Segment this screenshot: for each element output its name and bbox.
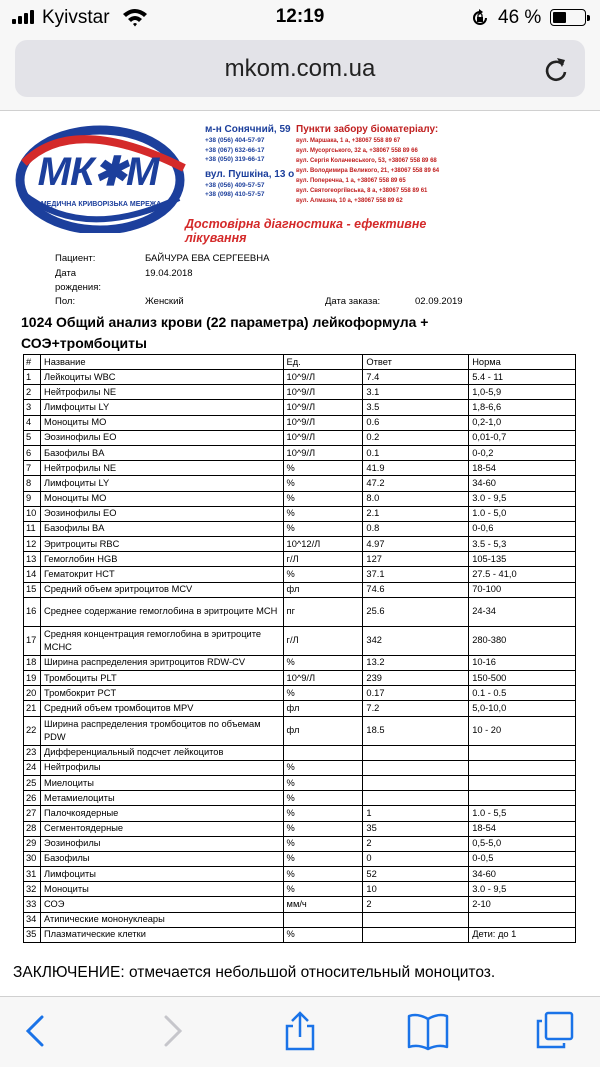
row-number: 18	[24, 655, 41, 670]
dob-label: Дата	[55, 268, 77, 279]
test-name: Средний объем тромбоцитов MPV	[40, 701, 283, 716]
result-value	[363, 912, 469, 927]
analysis-title: 1024 Общий анализ крови (22 параметра) лейкоформула + СОЭ+тромбоциты	[21, 314, 429, 351]
collection-points	[296, 123, 466, 206]
row-number: 16	[24, 597, 41, 626]
test-name: Средний объем эритроцитов MCV	[40, 582, 283, 597]
table-row	[24, 821, 576, 836]
unit: %	[283, 521, 363, 536]
row-number: 21	[24, 701, 41, 716]
results-table	[23, 354, 576, 943]
unit: %	[283, 791, 363, 806]
table-row	[24, 445, 576, 460]
unit: %	[283, 775, 363, 790]
row-number: 33	[24, 897, 41, 912]
table-row	[24, 476, 576, 491]
result-value: 342	[363, 626, 469, 655]
result-value: 74.6	[363, 582, 469, 597]
unit: пг	[283, 597, 363, 626]
test-name: Ширина распределения тромбоцитов по объемам PDW	[40, 716, 283, 745]
row-number: 12	[24, 537, 41, 552]
bookmarks-icon[interactable]	[406, 1011, 450, 1051]
row-number: 22	[24, 716, 41, 745]
unit	[283, 745, 363, 760]
point-address: вул. Маршака, 1 а, +38067 558 89 67	[296, 138, 401, 144]
test-name: Гемоглобин HGB	[40, 552, 283, 567]
unit: фл	[283, 701, 363, 716]
result-value: 2	[363, 897, 469, 912]
points-title: Пункти забору біоматеріалу:	[296, 124, 439, 135]
lab-report	[0, 111, 600, 996]
reference-range: 5,0-10,0	[469, 701, 576, 716]
reference-range	[469, 912, 576, 927]
dob-value: 19.04.2018	[145, 268, 193, 279]
unit: %	[283, 506, 363, 521]
table-row	[24, 867, 576, 882]
logo-text: МК✱М	[37, 150, 159, 194]
test-name: Эозинофилы EO	[40, 506, 283, 521]
reference-range: 0,2-1,0	[469, 415, 576, 430]
test-name: Нейтрофилы NE	[40, 385, 283, 400]
table-row	[24, 400, 576, 415]
unit: %	[283, 476, 363, 491]
result-value: 0.2	[363, 430, 469, 445]
unit: %	[283, 491, 363, 506]
row-number: 15	[24, 582, 41, 597]
patient-label: Пациент:	[55, 253, 96, 264]
test-name: СОЭ	[40, 897, 283, 912]
unit: 10^9/Л	[283, 671, 363, 686]
row-number: 26	[24, 791, 41, 806]
result-value	[363, 775, 469, 790]
branch1-title: м-н Сонячний, 59	[205, 124, 291, 135]
table-row	[24, 716, 576, 745]
table-row	[24, 701, 576, 716]
result-value	[363, 745, 469, 760]
result-value: 0	[363, 851, 469, 866]
row-number: 32	[24, 882, 41, 897]
unit: 10^9/Л	[283, 445, 363, 460]
header-test-name: Название	[40, 355, 283, 370]
unit: %	[283, 851, 363, 866]
point-address: вул. Сергія Колачевського, 53, +38067 558 89 68	[296, 158, 437, 164]
table-row	[24, 552, 576, 567]
result-value	[363, 927, 469, 942]
test-name: Средняя концентрация гемоглобина в эритроците MCHC	[40, 626, 283, 655]
table-row	[24, 597, 576, 626]
table-row	[24, 461, 576, 476]
test-name: Эритроциты RBC	[40, 537, 283, 552]
row-number: 1	[24, 370, 41, 385]
reference-range: 34-60	[469, 867, 576, 882]
reference-range: 1,8-6,6	[469, 400, 576, 415]
table-row	[24, 882, 576, 897]
result-value: 3.1	[363, 385, 469, 400]
reference-range	[469, 775, 576, 790]
result-value: 1	[363, 806, 469, 821]
address-bar[interactable]	[15, 40, 585, 97]
test-name: Дифференциальный подсчет лейкоцитов	[40, 745, 283, 760]
phone: +38 (098) 410-57-57	[205, 191, 265, 198]
table-row	[24, 385, 576, 400]
unit: мм/ч	[283, 897, 363, 912]
row-number: 4	[24, 415, 41, 430]
reference-range: 0,5-5,0	[469, 836, 576, 851]
clock: 12:19	[275, 6, 325, 27]
table-row	[24, 655, 576, 670]
result-value: 25.6	[363, 597, 469, 626]
battery-icon	[550, 9, 586, 26]
rotation-lock-icon	[470, 8, 490, 28]
result-value: 239	[363, 671, 469, 686]
table-row	[24, 567, 576, 582]
unit: %	[283, 821, 363, 836]
unit: 10^9/Л	[283, 430, 363, 445]
result-value: 2	[363, 836, 469, 851]
back-icon[interactable]	[18, 1011, 58, 1051]
test-name: Среднее содержание гемоглобина в эритроците MCH	[40, 597, 283, 626]
unit: %	[283, 655, 363, 670]
table-row	[24, 927, 576, 942]
table-header-row	[24, 355, 576, 370]
point-address: вул. Алмазна, 10 а, +38067 558 89 62	[296, 198, 403, 204]
test-name: Моноциты MO	[40, 415, 283, 430]
test-name: Миелоциты	[40, 775, 283, 790]
reference-range: 34-60	[469, 476, 576, 491]
header-reference-range: Норма	[469, 355, 576, 370]
tabs-icon[interactable]	[534, 1011, 574, 1051]
reference-range: 18-54	[469, 461, 576, 476]
test-name: Палочкоядерные	[40, 806, 283, 821]
row-number: 2	[24, 385, 41, 400]
test-name: Тромбокрит PCT	[40, 686, 283, 701]
unit: 10^9/Л	[283, 415, 363, 430]
point-address: вул. Володимира Великого, 21, +38067 558 89 64	[296, 168, 440, 174]
unit: %	[283, 882, 363, 897]
header-row-number: #	[24, 355, 41, 370]
row-number: 20	[24, 686, 41, 701]
test-name: Тромбоциты PLT	[40, 671, 283, 686]
table-row	[24, 506, 576, 521]
reference-range: 280-380	[469, 626, 576, 655]
table-row	[24, 521, 576, 536]
result-value: 10	[363, 882, 469, 897]
conclusion: ЗАКЛЮЧЕНИЕ: отмечается небольшой относительный моноцитоз.	[13, 964, 496, 981]
reference-range: 3.0 - 9,5	[469, 882, 576, 897]
forward-icon[interactable]	[150, 1011, 190, 1051]
test-name: Базофилы BA	[40, 445, 283, 460]
patient-name: БАЙЧУРА ЕВА СЕРГЕЕВНА	[145, 253, 270, 264]
sex-value: Женский	[145, 296, 184, 307]
table-row	[24, 582, 576, 597]
result-value: 37.1	[363, 567, 469, 582]
unit	[283, 912, 363, 927]
reference-range	[469, 745, 576, 760]
reference-range: 0-0,5	[469, 851, 576, 866]
table-row	[24, 775, 576, 790]
header-unit: Ед.	[283, 355, 363, 370]
row-number: 13	[24, 552, 41, 567]
unit: 10^9/Л	[283, 370, 363, 385]
reference-range: 0,01-0,7	[469, 430, 576, 445]
result-value: 52	[363, 867, 469, 882]
result-value: 0.1	[363, 445, 469, 460]
table-row	[24, 791, 576, 806]
result-value: 8.0	[363, 491, 469, 506]
reference-range: 3.5 - 5,3	[469, 537, 576, 552]
table-row	[24, 745, 576, 760]
table-row	[24, 430, 576, 445]
browser-address-area	[0, 36, 600, 111]
table-row	[24, 760, 576, 775]
reference-range: 0-0,2	[469, 445, 576, 460]
table-row	[24, 912, 576, 927]
reference-range: 0-0,6	[469, 521, 576, 536]
test-name: Ширина распределения эритроцитов RDW-CV	[40, 655, 283, 670]
row-number: 28	[24, 821, 41, 836]
result-value	[363, 760, 469, 775]
result-value: 13.2	[363, 655, 469, 670]
status-bar	[0, 0, 600, 36]
row-number: 3	[24, 400, 41, 415]
test-name: Нейтрофилы	[40, 760, 283, 775]
result-value: 0.17	[363, 686, 469, 701]
order-date-label: Дата заказа:	[325, 296, 381, 307]
result-value: 35	[363, 821, 469, 836]
row-number: 7	[24, 461, 41, 476]
table-row	[24, 671, 576, 686]
reference-range: 0.1 - 0.5	[469, 686, 576, 701]
reference-range: 10-16	[469, 655, 576, 670]
test-name: Гематокрит HCT	[40, 567, 283, 582]
reference-range: Дети: до 1	[469, 927, 576, 942]
row-number: 25	[24, 775, 41, 790]
dob-label-2: рождения:	[55, 282, 101, 293]
unit: %	[283, 927, 363, 942]
phone: +38 (056) 409-57-57	[205, 181, 265, 189]
row-number: 30	[24, 851, 41, 866]
slogan: Достовірна діагностика - ефективне лікування	[185, 217, 427, 245]
branch2-title: вул. Пушкіна, 13 о	[205, 168, 295, 180]
reference-range: 24-34	[469, 597, 576, 626]
result-value: 7.4	[363, 370, 469, 385]
point-address: вул. Святогеоргіївська, 8 а, +38067 558 89 61	[296, 188, 428, 194]
test-name: Сегментоядерные	[40, 821, 283, 836]
row-number: 35	[24, 927, 41, 942]
reference-range	[469, 760, 576, 775]
unit: 10^9/Л	[283, 400, 363, 415]
unit: %	[283, 806, 363, 821]
unit: 10^12/Л	[283, 537, 363, 552]
test-name: Метамиелоциты	[40, 791, 283, 806]
unit: %	[283, 867, 363, 882]
result-value: 47.2	[363, 476, 469, 491]
logo-subtitle: МЕДИЧНА КРИВОРІЗЬКА МЕРЕЖА	[40, 201, 162, 208]
reference-range: 150-500	[469, 671, 576, 686]
reference-range: 18-54	[469, 821, 576, 836]
result-value: 7.2	[363, 701, 469, 716]
test-name: Атипические мононуклеары	[40, 912, 283, 927]
url-text[interactable]: mkom.com.ua	[224, 55, 376, 82]
row-number: 10	[24, 506, 41, 521]
test-name: Плазматические клетки	[40, 927, 283, 942]
unit: %	[283, 836, 363, 851]
row-number: 23	[24, 745, 41, 760]
result-value: 4.97	[363, 537, 469, 552]
unit: %	[283, 461, 363, 476]
result-value: 41.9	[363, 461, 469, 476]
table-row	[24, 851, 576, 866]
point-address: вул. Мусоргського, 32 а, +38067 558 89 66	[296, 148, 418, 154]
row-number: 6	[24, 445, 41, 460]
reference-range: 1,0-5,9	[469, 385, 576, 400]
result-value: 3.5	[363, 400, 469, 415]
table-row	[24, 415, 576, 430]
row-number: 14	[24, 567, 41, 582]
reference-range: 1.0 - 5,0	[469, 506, 576, 521]
unit: 10^9/Л	[283, 385, 363, 400]
order-date-value: 02.09.2019	[415, 296, 463, 307]
share-icon[interactable]	[280, 1011, 320, 1051]
row-number: 19	[24, 671, 41, 686]
test-name: Моноциты	[40, 882, 283, 897]
test-name: Лимфоциты	[40, 867, 283, 882]
reference-range: 2-10	[469, 897, 576, 912]
table-row	[24, 686, 576, 701]
battery-percent: 46 %	[498, 7, 542, 28]
table-row	[24, 626, 576, 655]
unit: %	[283, 760, 363, 775]
reference-range: 3.0 - 9,5	[469, 491, 576, 506]
result-value	[363, 791, 469, 806]
test-name: Эозинофилы	[40, 836, 283, 851]
reference-range: 27.5 - 41,0	[469, 567, 576, 582]
unit: фл	[283, 582, 363, 597]
point-address: вул. Поперечна, 1 а, +38067 558 89 65	[296, 178, 406, 184]
test-name: Лимфоциты LY	[40, 400, 283, 415]
row-number: 5	[24, 430, 41, 445]
table-row	[24, 806, 576, 821]
result-value: 0.6	[363, 415, 469, 430]
test-name: Моноциты MO	[40, 491, 283, 506]
test-name: Базофилы BA	[40, 521, 283, 536]
table-row	[24, 491, 576, 506]
table-row	[24, 370, 576, 385]
phone: +38 (067) 632-66-17	[205, 146, 265, 154]
unit: фл	[283, 716, 363, 745]
unit: %	[283, 567, 363, 582]
result-value: 0.8	[363, 521, 469, 536]
table-row	[24, 897, 576, 912]
test-name: Эозинофилы EO	[40, 430, 283, 445]
reference-range	[469, 791, 576, 806]
reference-range: 105-135	[469, 552, 576, 567]
reference-range: 1.0 - 5,5	[469, 806, 576, 821]
row-number: 29	[24, 836, 41, 851]
header-result-value: Ответ	[363, 355, 469, 370]
row-number: 24	[24, 760, 41, 775]
row-number: 9	[24, 491, 41, 506]
sex-label: Пол:	[55, 296, 76, 307]
phone: +38 (050) 319-66-17	[205, 156, 265, 163]
reference-range: 10 - 20	[469, 716, 576, 745]
carrier-name: Kyivstar	[42, 7, 110, 28]
phone: +38 (056) 404-57-97	[205, 137, 265, 144]
branch-contacts	[205, 123, 295, 200]
table-row	[24, 537, 576, 552]
reload-icon[interactable]	[543, 55, 569, 83]
test-name: Нейтрофилы NE	[40, 461, 283, 476]
row-number: 34	[24, 912, 41, 927]
table-row	[24, 836, 576, 851]
unit: %	[283, 686, 363, 701]
browser-toolbar	[0, 996, 600, 1067]
test-name: Лейкоциты WBC	[40, 370, 283, 385]
unit: г/Л	[283, 552, 363, 567]
unit: г/Л	[283, 626, 363, 655]
reference-range: 5.4 - 11	[469, 370, 576, 385]
row-number: 11	[24, 521, 41, 536]
reference-range: 70-100	[469, 582, 576, 597]
row-number: 17	[24, 626, 41, 655]
row-number: 8	[24, 476, 41, 491]
row-number: 27	[24, 806, 41, 821]
test-name: Базофилы	[40, 851, 283, 866]
result-value: 127	[363, 552, 469, 567]
result-value: 18.5	[363, 716, 469, 745]
row-number: 31	[24, 867, 41, 882]
test-name: Лимфоциты LY	[40, 476, 283, 491]
result-value: 2.1	[363, 506, 469, 521]
